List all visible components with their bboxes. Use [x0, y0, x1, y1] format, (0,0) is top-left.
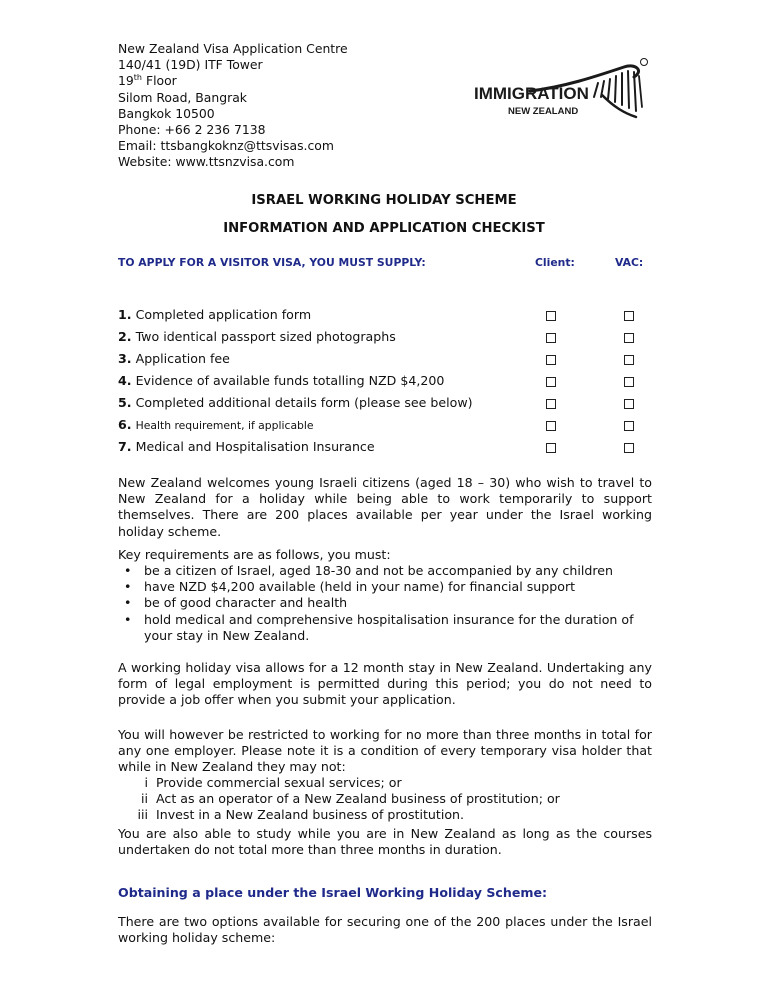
list-item: i Provide commercial sexual services; or	[144, 775, 402, 790]
study-paragraph: You are also able to study while you are in New Zealand as long as the courses undertaken do not total more than three months in duration.	[118, 826, 652, 858]
checklist-item: 4. Evidence of available funds totalling NZD $4,200	[118, 373, 445, 388]
col-header-vac: VAC:	[615, 256, 644, 269]
options-paragraph: There are two options available for securing one of the 200 places under the Israel working holiday scheme:	[118, 914, 652, 946]
conditions-list	[118, 775, 652, 824]
vac-checkbox[interactable]	[624, 443, 634, 453]
list-item: iii Invest in a New Zealand business of prostitution.	[137, 807, 465, 823]
page-subtitle: INFORMATION AND APPLICATION CHECKIST	[223, 221, 545, 236]
key-requirements-lead: Key requirements are as follows, you must:	[118, 547, 391, 562]
restriction-paragraph: You will however be restricted to working for no more than three months in total for any one employer. Please note it is a condition of every temporary visa holder that while in New Zealand they may not:	[118, 727, 652, 775]
client-checkbox[interactable]	[546, 355, 556, 365]
key-requirements-list	[118, 563, 652, 644]
vac-checkbox[interactable]	[624, 377, 634, 387]
list-item: • be a citizen of Israel, aged 18-30 and not be accompanied by any children	[124, 563, 613, 578]
logo-word-nz: NEW ZEALAND	[508, 106, 579, 117]
checklist-item: 3. Application fee	[118, 351, 230, 366]
intro-paragraph: New Zealand welcomes young Israeli citizens (aged 18 – 30) who wish to travel to New Zealand for a holiday while being able to work temporarily to support themselves. There are 200 places available per year under the Israel working holiday scheme.	[118, 475, 652, 539]
client-checkbox[interactable]	[546, 421, 556, 431]
vac-checkbox[interactable]	[624, 399, 634, 409]
list-item: • hold medical and comprehensive hospitalisation insurance for the duration of your stay in New Zealand.	[124, 611, 634, 643]
page-title: ISRAEL WORKING HOLIDAY SCHEME	[251, 193, 517, 208]
client-checkbox[interactable]	[546, 443, 556, 453]
checklist-header: TO APPLY FOR A VISITOR VISA, YOU MUST SUPPLY:	[118, 256, 426, 269]
checklist-item: 6. Health requirement, if applicable	[118, 417, 314, 432]
address-line: Silom Road, Bangrak	[118, 89, 247, 105]
client-checkbox[interactable]	[546, 333, 556, 343]
checklist-item: 5. Completed additional details form (please see below)	[118, 395, 473, 410]
silver-fern-icon	[474, 57, 650, 129]
vac-checkbox[interactable]	[624, 355, 634, 365]
client-checkbox[interactable]	[546, 311, 556, 321]
immigration-nz-logo	[474, 57, 650, 129]
section-heading: Obtaining a place under the Israel Working Holiday Scheme:	[118, 885, 548, 900]
phone-text: Phone: +66 2 236 7138	[118, 122, 266, 138]
col-header-client: Client:	[535, 256, 575, 269]
vac-checkbox[interactable]	[624, 311, 634, 321]
list-item: ii Act as an operator of a New Zealand business of prostitution; or	[141, 791, 560, 807]
logo-word-immigration: IMMIGRATION	[474, 84, 589, 103]
address-line-floor: 19th Floor	[118, 73, 177, 89]
website-text: Website: www.ttsnzvisa.com	[118, 154, 295, 170]
checklist-item: 1. Completed application form	[118, 307, 312, 322]
working-holiday-paragraph: A working holiday visa allows for a 12 month stay in New Zealand. Undertaking any form of legal employment is permitted during this period; you do not need to provide a job offer when you submit your application.	[118, 660, 652, 708]
list-item: • be of good character and health	[124, 595, 348, 611]
email-text: Email: ttsbangkoknz@ttsvisas.com	[118, 138, 334, 154]
client-checkbox[interactable]	[546, 377, 556, 387]
checklist-item: 7. Medical and Hospitalisation Insurance	[118, 439, 375, 454]
address-block	[118, 41, 348, 171]
checklist-item: 2. Two identical passport sized photographs	[118, 329, 396, 344]
address-line: Bangkok 10500	[118, 105, 215, 121]
address-line: New Zealand Visa Application Centre	[118, 41, 348, 56]
client-checkbox[interactable]	[546, 399, 556, 409]
vac-checkbox[interactable]	[624, 333, 634, 343]
list-item: • have NZD $4,200 available (held in your name) for financial support	[124, 579, 576, 595]
vac-checkbox[interactable]	[624, 421, 634, 431]
address-line: 140/41 (19D) ITF Tower	[118, 57, 263, 73]
